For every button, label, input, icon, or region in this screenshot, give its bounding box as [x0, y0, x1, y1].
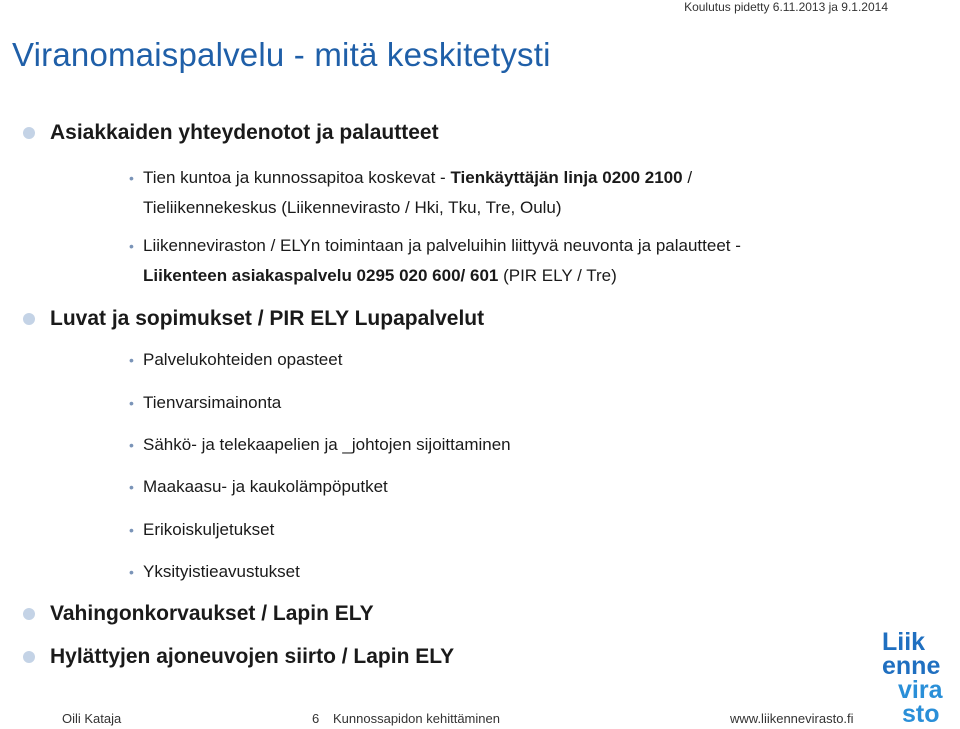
section-heading: Asiakkaiden yhteydenotot ja palautteet — [50, 121, 439, 144]
bullet-icon: • — [129, 238, 134, 254]
footer-url[interactable]: www.liikennevirasto.fi — [730, 711, 854, 726]
section-vahingonkorvaukset — [23, 602, 374, 626]
logo-line: enne — [882, 652, 941, 680]
item-text-continuation: Tieliikennekeskus (Liikennevirasto / Hki, Tku, Tre, Oulu) — [143, 198, 562, 217]
bullet-icon: • — [129, 479, 134, 495]
bullet-dot-icon — [23, 313, 35, 325]
footer-author: Oili Kataja — [62, 711, 122, 726]
item-text-bold: Liikenteen asiakaspalvelu 0295 020 600/ 601 — [143, 266, 499, 285]
item-text: Palvelukohteiden opasteet — [143, 350, 343, 369]
list-item-tienkayttajan-linja — [129, 163, 692, 222]
item-text: Tienvarsimainonta — [143, 393, 282, 412]
bullet-icon: • — [129, 352, 134, 368]
section-hylattyjen-ajoneuvojen-siirto — [23, 645, 454, 669]
section-heading: Vahingonkorvaukset / Lapin ELY — [50, 602, 374, 625]
item-text: Liikenneviraston / ELYn toimintaan ja palveluihin liittyvä neuvonta ja palautteet - — [143, 236, 741, 255]
section-heading: Hylättyjen ajoneuvojen siirto / Lapin ELY — [50, 645, 455, 668]
list-item — [129, 345, 342, 375]
list-item-liikenteen-asiakaspalvelu — [129, 231, 741, 290]
logo-line: vira — [898, 676, 943, 704]
item-text-suffix: (PIR ELY / Tre) — [498, 266, 617, 285]
logo-line: sto — [902, 700, 940, 726]
bullet-icon: • — [129, 395, 134, 411]
course-note: Koulutus pidetty 6.11.2013 ja 9.1.2014 — [684, 0, 888, 14]
item-text: Yksityistieavustukset — [143, 562, 300, 581]
item-text: Maakaasu- ja kaukolämpöputket — [143, 477, 388, 496]
list-item — [129, 430, 511, 460]
section-asiakkaiden-yhteydenotot — [23, 121, 439, 145]
item-text: Sähkö- ja telekaapelien ja _johtojen sijoittaminen — [143, 435, 511, 454]
bullet-dot-icon — [23, 608, 35, 620]
item-text-bold: Tienkäyttäjän linja 0200 2100 — [450, 168, 683, 187]
bullet-dot-icon — [23, 651, 35, 663]
bullet-icon: • — [129, 522, 134, 538]
item-text: Erikoiskuljetukset — [143, 520, 275, 539]
item-text-prefix: Tien kuntoa ja kunnossapitoa koskevat - — [143, 168, 451, 187]
footer-page-number: 6 — [312, 711, 320, 726]
list-item — [129, 472, 388, 502]
bullet-icon: • — [129, 437, 134, 453]
bullet-dot-icon — [23, 127, 35, 139]
section-heading: Luvat ja sopimukset / PIR ELY Lupapalvelut — [50, 307, 485, 330]
section-luvat-ja-sopimukset — [23, 307, 484, 331]
slide-title: Viranomaispalvelu - mitä keskitetysti — [12, 36, 551, 73]
logo-line: Liik — [882, 628, 926, 656]
item-text-suffix: / — [682, 168, 693, 187]
footer-event: Kunnossapidon kehittäminen — [333, 711, 500, 726]
bullet-icon: • — [129, 170, 134, 186]
list-item — [129, 388, 281, 418]
list-item — [129, 515, 274, 545]
liikennevirasto-logo — [880, 628, 960, 726]
bullet-icon: • — [129, 564, 134, 580]
list-item — [129, 557, 300, 587]
